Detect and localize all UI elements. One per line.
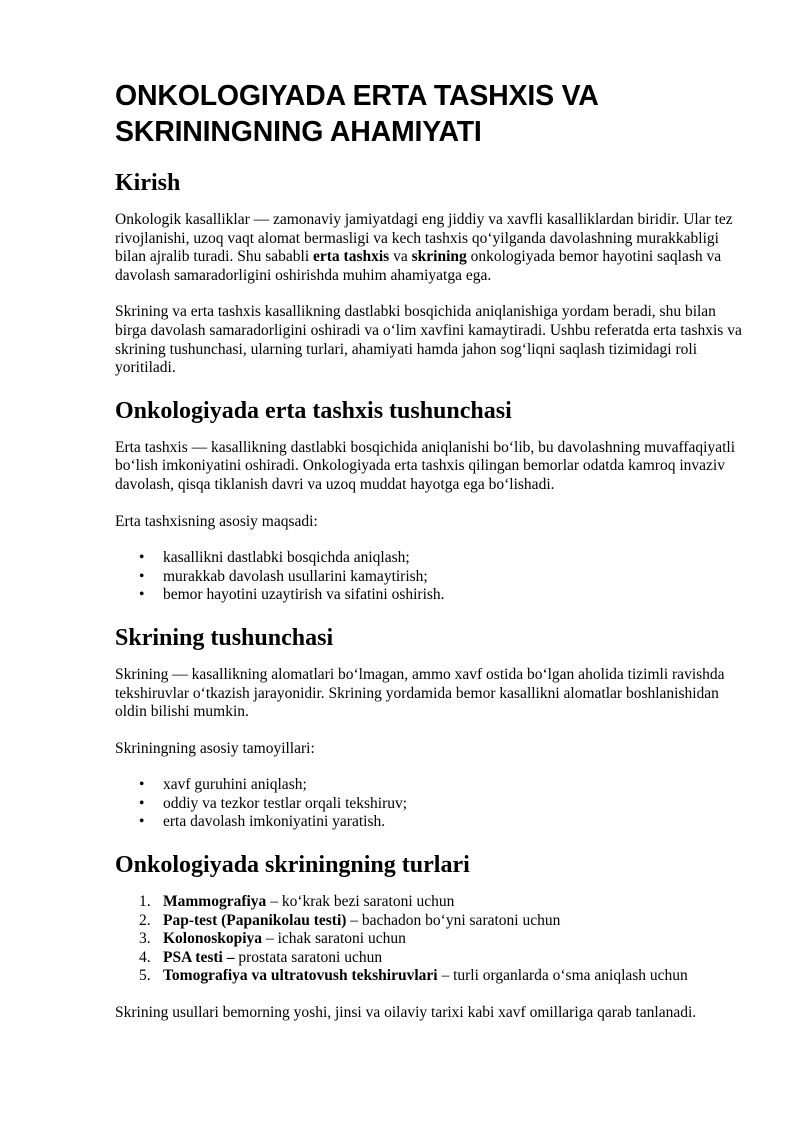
section-heading-early-diagnosis: Onkologiyada erta tashxis tushunchasi — [115, 397, 512, 424]
list-item-bold: Mammografiya — [163, 893, 267, 911]
list-number: 4. — [139, 948, 151, 966]
list-item — [139, 948, 745, 968]
screening-principles-list — [115, 776, 745, 832]
list-number: 5. — [139, 967, 151, 985]
list-item-text: prostata saratoni uchun — [234, 948, 383, 966]
document-title: ONKOLOGIYADA ERTA TASHXIS VA SKRININGNING AHAMIYATI — [115, 80, 598, 148]
list-item — [139, 813, 745, 832]
intro-text-3: onkologiyada bemor hayotini saqlash va davolash samaradorligini oshirishda muhim ahamiyatga ega. — [115, 248, 722, 284]
list-item-text: kasallikni dastlabki bosqichda aniqlash; — [163, 549, 410, 567]
bullet-icon: • — [139, 776, 145, 794]
section-heading-screening-types: Onkologiyada skriningning turlari — [115, 852, 470, 879]
screening-types-paragraph: Skrining usullari bemorning yoshi, jinsi va oilaviy tarixi kabi xavf omillariga qarab tanlanadi. — [115, 1004, 697, 1022]
section-heading-screening: Skrining tushunchasi — [115, 624, 334, 651]
list-item-bold: Kolonoskopiya — [163, 930, 263, 948]
list-item-bold: Pap-test (Papanikolau testi) — [163, 911, 347, 929]
list-item — [139, 549, 745, 568]
list-item-text: murakkab davolash usullarini kamaytirish; — [163, 567, 428, 585]
intro-bold-screening: skrining — [411, 248, 467, 266]
list-item-text: – ichak saratoni uchun — [262, 930, 406, 948]
bullet-icon: • — [139, 794, 145, 812]
intro-paragraph-2: Skrining va erta tashxis kasallikning dastlabki bosqichida aniqlanishiga yordam beradi, shu bilan birga davolash samaradorligini oshiradi va o‘lim xavfini kamaytiradi. Ushbu referatda erta tashxis va skrining tushunchasi, ularning turlari, ahamiyati hamda jahon sog‘liqni saqlash tizimidagi roli yoritiladi. — [115, 303, 742, 377]
bullet-icon: • — [139, 813, 145, 831]
early-goals-list — [115, 549, 745, 605]
list-item-bold: Tomografiya va ultratovush tekshiruvlari — [163, 967, 438, 985]
screening-paragraph-2: Skriningning asosiy tamoyillari: — [115, 739, 315, 757]
list-item-text: oddiy va tezkor testlar orqali tekshiruv; — [163, 794, 408, 812]
early-paragraph-2: Erta tashxisning asosiy maqsadi: — [115, 512, 318, 530]
list-item — [139, 567, 745, 587]
list-item-text: erta davolash imkoniyatini yaratish. — [163, 813, 386, 831]
screening-types-list — [115, 893, 745, 986]
list-item — [139, 930, 745, 949]
document-page — [115, 78, 745, 1041]
list-item-text: – ko‘krak bezi saratoni uchun — [266, 893, 455, 911]
section-heading-intro: Kirish — [115, 170, 181, 196]
screening-paragraph-1: Skrining — kasallikning alomatlari bo‘lmagan, ammo xavf ostida bo‘lgan aholida tizimli ravishda tekshiruvlar o‘tkazish jarayonidir. Skrining yordamida bemor kasallikni alomatlar boshlanishidan oldin bilishi mumkin. — [115, 665, 725, 721]
intro-text-1: Onkologik kasalliklar — zamonaviy jamiyatdagi eng jiddiy va xavfli kasalliklardan biridir. Ular tez rivojlanishi, uzoq vaqt alomat bermasligi va kech tashxis qo‘yilganda davolashning murakkabligi bilan ajralib turadi. Shu sababli — [115, 211, 733, 266]
list-item — [139, 794, 745, 814]
list-number: 3. — [139, 930, 151, 948]
list-item-text: – bachadon bo‘yni saratoni uchun — [346, 911, 561, 929]
bullet-icon: • — [139, 549, 145, 567]
list-item — [139, 893, 745, 912]
list-item-text: bemor hayotini uzaytirish va sifatini oshirish. — [163, 586, 445, 604]
list-item — [139, 586, 745, 605]
list-number: 1. — [139, 893, 151, 911]
list-item — [139, 776, 745, 795]
list-item-text: – turli organlarda o‘sma aniqlash uchun — [437, 967, 688, 985]
list-number: 2. — [139, 911, 151, 929]
bullet-icon: • — [139, 567, 145, 585]
bullet-icon: • — [139, 586, 145, 604]
intro-bold-early-diagnosis: erta tashxis — [313, 248, 390, 266]
intro-text-2: va — [389, 248, 412, 266]
list-item — [139, 911, 745, 931]
early-paragraph-1: Erta tashxis — kasallikning dastlabki bosqichida aniqlanishi bo‘lib, bu davolashning muvaffaqiyatli bo‘lish imkoniyatini oshiradi. Onkologiyada erta tashxis qilingan bemorlar odatda kamroq invaziv davolash, qisqa tiklanish davri va uzoq muddat hayotga ega bo‘lishadi. — [115, 438, 736, 493]
intro-paragraph-1 — [115, 211, 745, 285]
list-item — [139, 967, 745, 986]
list-item-text: xavf guruhini aniqlash; — [163, 776, 307, 794]
list-item-bold: PSA testi – — [163, 948, 235, 966]
